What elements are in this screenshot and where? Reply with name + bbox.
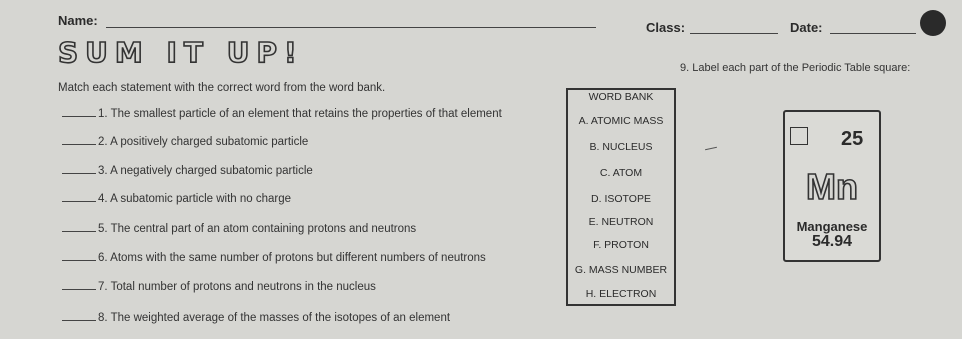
class-field[interactable] <box>690 33 778 34</box>
answer-blank[interactable] <box>62 320 96 321</box>
question-item <box>62 312 450 324</box>
question-item <box>62 165 313 177</box>
question-text: 3. A negatively charged subatomic particle <box>98 165 313 177</box>
date-field[interactable] <box>830 33 916 34</box>
question-text: 7. Total number of protons and neutrons in the nucleus <box>98 281 376 293</box>
question-item <box>62 108 502 120</box>
atomic-number: 25 <box>841 128 864 150</box>
atomic-mass: 54.94 <box>811 233 853 250</box>
question-item <box>62 281 376 293</box>
date-label: Date: <box>790 20 823 35</box>
label-box[interactable] <box>790 127 808 145</box>
question-text: 6. Atoms with the same number of protons but different numbers of neutrons <box>98 252 486 264</box>
word-bank-item: A. ATOMIC MASS <box>578 115 664 127</box>
question-item <box>62 193 291 205</box>
question-text: 2. A positively charged subatomic particle <box>98 136 309 148</box>
question-text: 1. The smallest particle of an element that retains the properties of that element <box>98 108 502 120</box>
word-bank-item: H. ELECTRON <box>585 288 657 300</box>
word-bank-item: F. PROTON <box>593 239 649 251</box>
answer-blank[interactable] <box>62 231 96 232</box>
word-bank-title: WORD BANK <box>588 91 654 103</box>
question-text: 5. The central part of an atom containing protons and neutrons <box>98 223 417 235</box>
word-bank <box>566 88 676 306</box>
element-symbol: Mn <box>806 166 858 207</box>
answer-blank[interactable] <box>62 289 96 290</box>
matching-instructions: Match each statement with the correct word from the word bank. <box>58 82 386 94</box>
name-label: Name: <box>58 13 98 28</box>
question-item <box>62 223 416 235</box>
question-item <box>62 136 308 148</box>
question-text: 4. A subatomic particle with no charge <box>98 193 292 205</box>
page-title: SUM IT UP! <box>58 36 304 69</box>
word-bank-item: C. ATOM <box>599 167 643 179</box>
element-name: Manganese <box>796 219 868 234</box>
question-text: 8. The weighted average of the masses of the isotopes of an element <box>98 312 451 324</box>
answer-blank[interactable] <box>62 116 96 117</box>
periodic-table-square <box>783 110 881 262</box>
word-bank-item: D. ISOTOPE <box>591 193 651 205</box>
answer-blank[interactable] <box>62 201 96 202</box>
pencil-mark <box>705 147 717 150</box>
dot-decoration <box>920 10 946 36</box>
word-bank-item: G. MASS NUMBER <box>574 264 668 276</box>
question-item <box>62 252 486 264</box>
word-bank-item: E. NEUTRON <box>588 216 654 228</box>
name-field[interactable] <box>106 27 596 28</box>
answer-blank[interactable] <box>62 144 96 145</box>
label-instruction: 9. Label each part of the Periodic Table square: <box>680 62 911 74</box>
class-label: Class: <box>646 20 686 35</box>
answer-blank[interactable] <box>62 173 96 174</box>
word-bank-item: B. NUCLEUS <box>589 141 653 153</box>
answer-blank[interactable] <box>62 260 96 261</box>
